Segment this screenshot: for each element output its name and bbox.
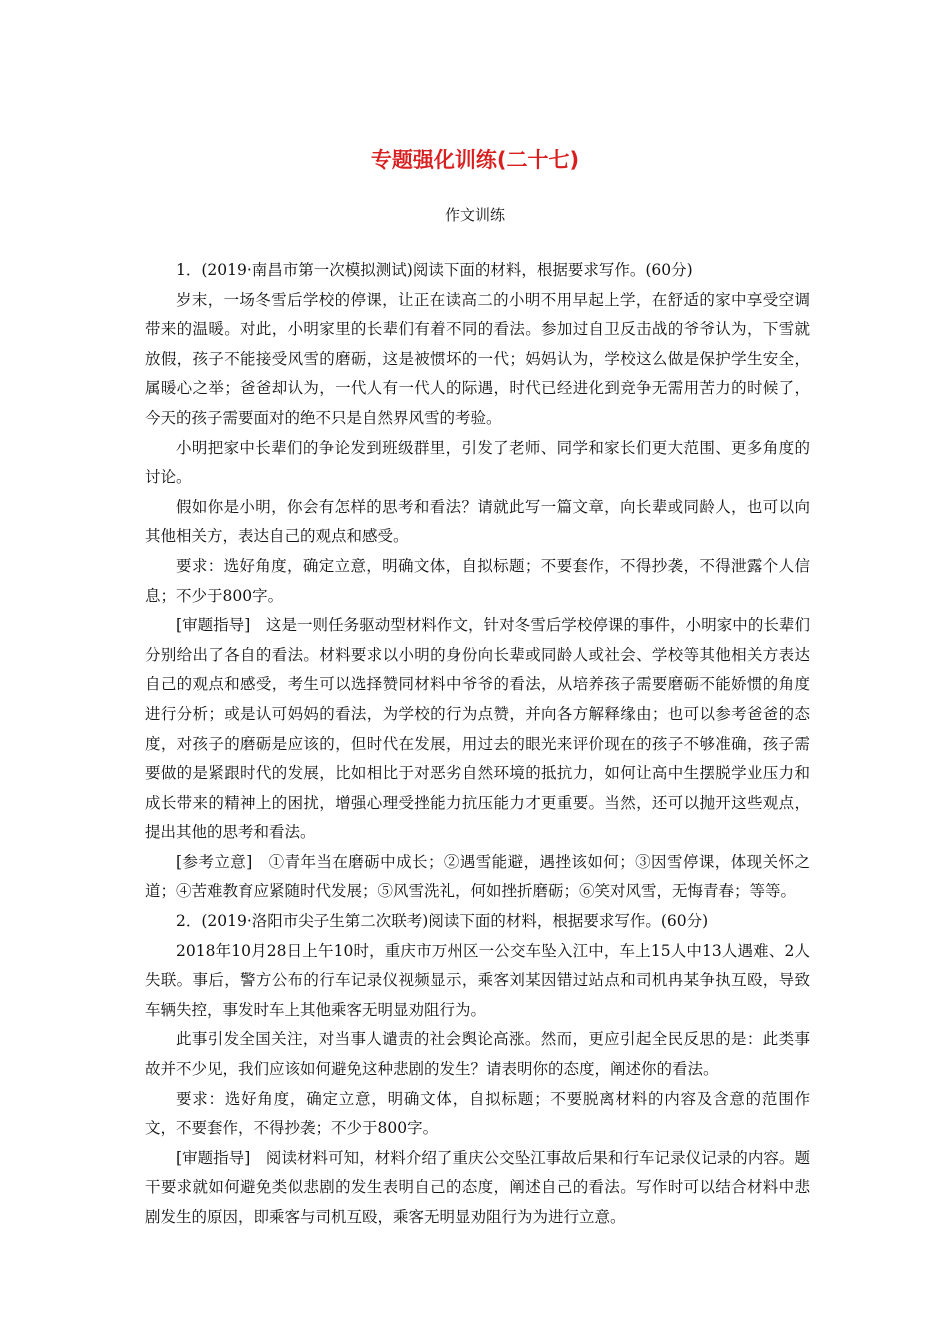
guide-text: 这是一则任务驱动型材料作文，针对冬雪后学校停课的事件，小明家中的长辈们分别给出了各自的看法。材料要求以小明的身份向长辈或同龄人或社会、学校等其他相关方表达自己的观点和感受，考生可以选择赞同材料中爷爷的看法，从培养孩子需要磨砺不能娇惯的角度进行分析；或是认可妈妈的看法，为学校的行为点赞，并向各方解释缘由；也可以参考爸爸的态度，对孩子的磨砺是应该的，但时代在发展，用过去的眼光来评价现在的孩子不够准确，孩子需要做的是紧跟时代的发展，比如相比于对恶劣自然环境的抵抗力，如何让高中生摆脱学业压力和成长带来的精神上的困扰，增强心理受挫能力抗压能力才更重要。当然，还可以抛开这些观点，提出其他的思考和看法。 [145,616,810,842]
guide-text: 阅读材料可知，材料介绍了重庆公交坠江事故后果和行车记录仪记录的内容。题干要求就如何避免类似悲剧的发生表明自己的态度，阐述自己的看法。写作时可以结合材料中悲剧发生的原因，即乘客与司机互殴，乘客无明显劝阻行为为进行立意。 [145,1148,810,1226]
question-1-requirements: 要求：选好角度，确定立意，明确文体，自拟标题；不要套作，不得抄袭，不得泄露个人信息；不少于800字。 [145,556,810,605]
guide-label: [审题指导] [176,1148,251,1167]
question-1-reference [145,848,810,907]
question-1-prompt: 1．(2019·南昌市第一次模拟测试)阅读下面的材料，根据要求写作。(60分) [176,261,693,279]
guide-label: [审题指导] [176,616,251,635]
question-2-material-1: 2018年10月28日上午10时，重庆市万州区一公交车坠入江中，车上15人中13人遇难、2人失联。事后，警方公布的行车记录仪视频显示，乘客刘某因错过站点和司机冉某争执互殴，导致车辆失控，事发时车上其他乘客无明显劝阻行为。 [145,941,810,1019]
question-1-guide [145,611,810,848]
question-2-material-2: 此事引发全国关注，对当事人谴责的社会舆论高涨。然而，更应引起全民反思的是：此类事故并不少见，我们应该如何避免这种悲剧的发生？请表明你的态度，阐述你的看法。 [145,1030,810,1079]
reference-text: ①青年当在磨砺中成长；②遇雪能避，遇挫该如何；③因雪停课，体现关怀之道；④苦难教育应紧随时代发展；⑤风雪洗礼，何如挫折磨砺；⑥笑对风雪，无悔青春；等等。 [145,852,810,901]
question-1-task: 假如你是小明，你会有怎样的思考和看法？请就此写一篇文章，向长辈或同龄人，也可以向其他相关方，表达自己的观点和感受。 [145,497,810,546]
document-body [145,256,810,1233]
question-2-requirements: 要求：选好角度，确定立意，明确文体，自拟标题；不要脱离材料的内容及含意的范围作文，不要套作，不得抄袭；不少于800字。 [145,1089,810,1138]
question-2-guide [145,1144,810,1233]
reference-label: [参考立意] [176,852,253,871]
question-1-material-2: 小明把家中长辈们的争论发到班级群里，引发了老师、同学和家长们更大范围、更多角度的讨论。 [145,438,810,487]
question-1-material-1: 岁末，一场冬雪后学校的停课，让正在读高二的小明不用早起上学，在舒适的家中享受空调带来的温暖。对此，小明家里的长辈们有着不同的看法。参加过自卫反击战的爷爷认为，下雪就放假，孩子不能接受风雪的磨砺，这是被惯坏的一代；妈妈认为，学校这么做是保护学生安全，属暖心之举；爸爸却认为，一代人有一代人的际遇，时代已经进化到竞争无需用苦力的时候了，今天的孩子需要面对的绝不只是自然界风雪的考验。 [145,290,810,427]
question-2-prompt: 2．(2019·洛阳市尖子生第二次联考)阅读下面的材料，根据要求写作。(60分) [176,912,709,931]
page-subtitle: 作文训练 [444,206,505,224]
page-title: 专题强化训练(二十七) [370,148,580,172]
